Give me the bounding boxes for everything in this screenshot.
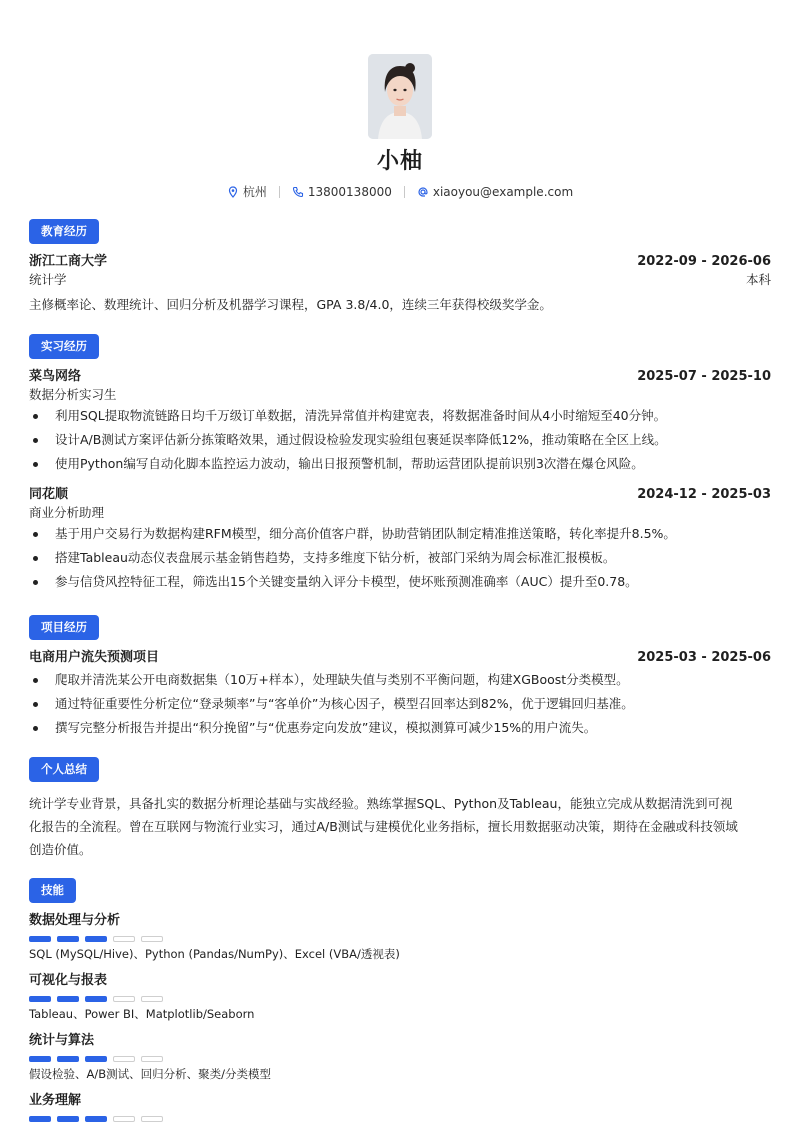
skill-title: 可视化与报表: [29, 973, 108, 988]
internship-header-row: [29, 368, 771, 386]
skill-pip-empty: [141, 936, 163, 942]
summary-text: [29, 792, 771, 861]
email-text[interactable]: xiaoyou@example.com: [432, 184, 574, 199]
education-major: 统计学: [29, 272, 67, 287]
summary-line: 创造价值。: [29, 842, 92, 857]
skills-section: [29, 878, 771, 1122]
bullet-item: 撰写完整分析报告并提出“积分挽留”与“优惠券定向发放”建议，模拟测算可减少15%的用户流失。: [29, 716, 771, 740]
education-header-row: [29, 253, 771, 271]
skill-detail: Tableau、Power BI、Matplotlib/Seaborn: [29, 1007, 255, 1021]
bullet-item: 搭建Tableau动态仪表盘展示基金销售趋势，支持多维度下钻分析，被部门采纳为周会标准汇报模板。: [29, 546, 771, 570]
project-name: 电商用户流失预测项目: [29, 650, 160, 665]
education-date: 2022-09 - 2026-06: [637, 254, 771, 269]
skill-pip-empty: [113, 1056, 135, 1062]
skill-pip-empty: [141, 1056, 163, 1062]
resume-header: [29, 0, 771, 200]
bullet-item: 利用SQL提取物流链路日均千万级订单数据，清洗异常值并构建宽表，将数据准备时间从4小时缩短至40分钟。: [29, 404, 771, 428]
skill-pip-filled: [29, 936, 51, 942]
internship-role: 数据分析实习生: [29, 387, 117, 402]
contact-city: [227, 183, 267, 200]
skill-pip-filled: [57, 1116, 79, 1122]
internship-section: [29, 334, 771, 594]
school-name: 浙江工商大学: [29, 254, 108, 269]
section-tag-education: 教育经历: [29, 219, 99, 244]
city-text: 杭州: [242, 185, 267, 199]
education-desc: 主修概率论、数理统计、回归分析及机器学习课程，GPA 3.8/4.0，连续三年获得校级奖学金。: [29, 297, 552, 312]
skill-title: 数据处理与分析: [29, 913, 121, 928]
skill-pip-filled: [85, 936, 107, 942]
skill-item: [29, 972, 771, 1022]
skill-pip-filled: [57, 936, 79, 942]
internship-date: 2025-07 - 2025-10: [637, 369, 771, 384]
internship-bullets: [29, 522, 771, 594]
skill-pip-filled: [85, 1116, 107, 1122]
skill-detail: 假设检验、A/B测试、回归分析、聚类/分类模型: [29, 1067, 272, 1081]
education-sub-row: [29, 271, 771, 288]
contact-phone: [292, 185, 392, 199]
company-name: 同花顺: [29, 487, 69, 502]
contact-email: [417, 185, 573, 199]
bullet-item: 通过特征重要性分析定位“登录频率”与“客单价”为核心因子，模型召回率达到82%，优于逻辑回归基准。: [29, 692, 771, 716]
skill-pip-filled: [29, 1116, 51, 1122]
section-tag-skills: 技能: [29, 878, 76, 903]
skill-title: 统计与算法: [29, 1033, 95, 1048]
skill-pip-empty: [141, 1116, 163, 1122]
skill-level: [29, 1116, 771, 1122]
skill-pip-empty: [113, 996, 135, 1002]
section-tag-internship: 实习经历: [29, 334, 99, 359]
internship-header-row: [29, 486, 771, 504]
bullet-item: 设计A/B测试方案评估新分拣策略效果，通过假设检验发现实验组包裹延误率降低12%，推动策略在全区上线。: [29, 428, 771, 452]
skill-pip-empty: [141, 996, 163, 1002]
project-header-row: [29, 649, 771, 667]
avatar: [368, 54, 432, 139]
skill-level: [29, 996, 771, 1002]
avatar-portrait-icon: [368, 54, 432, 139]
project-section: [29, 615, 771, 740]
internship-entry: [29, 486, 771, 594]
summary-section: [29, 757, 771, 861]
skill-pip-filled: [85, 1056, 107, 1062]
skill-level: [29, 936, 771, 942]
internship-bullets: [29, 404, 771, 476]
bullet-item: 基于用户交易行为数据构建RFM模型，细分高价值客户群，协助营销团队制定精准推送策略，转化率提升8.5%。: [29, 522, 771, 546]
at-sign-icon: [417, 186, 429, 198]
company-name: 菜鸟网络: [29, 369, 82, 384]
skills-list: [29, 912, 771, 1122]
skill-level: [29, 1056, 771, 1062]
phone-icon: [292, 186, 304, 198]
bullet-item: 使用Python编写自动化脚本监控运力波动，输出日报预警机制，帮助运营团队提前识别3次潜在爆仓风险。: [29, 452, 771, 476]
project-bullets: [29, 668, 771, 740]
section-tag-project: 项目经历: [29, 615, 99, 640]
skill-pip-filled: [29, 1056, 51, 1062]
skill-pip-filled: [57, 996, 79, 1002]
internship-entry: [29, 368, 771, 476]
location-pin-icon: [227, 186, 239, 198]
skill-pip-filled: [29, 996, 51, 1002]
project-date: 2025-03 - 2025-06: [637, 650, 771, 665]
bullet-item: 参与信贷风控特征工程，筛选出15个关键变量纳入评分卡模型，使坏账预测准确率（AUC）提升至0.78。: [29, 570, 771, 594]
skill-pip-filled: [85, 996, 107, 1002]
phone-text[interactable]: 13800138000: [307, 184, 392, 199]
skill-pip-empty: [113, 1116, 135, 1122]
internship-role: 商业分析助理: [29, 505, 105, 520]
contact-divider: [279, 186, 280, 198]
bullet-item: 爬取并清洗某公开电商数据集（10万+样本），处理缺失值与类别不平衡问题，构建XGBoost分类模型。: [29, 668, 771, 692]
contact-divider: [404, 186, 405, 198]
education-degree: 本科: [745, 272, 771, 287]
contact-bar: [29, 183, 771, 200]
section-tag-summary: 个人总结: [29, 757, 99, 782]
skill-title: 业务理解: [29, 1093, 82, 1108]
skill-item: [29, 912, 771, 962]
education-section: [29, 219, 771, 313]
skill-item: [29, 1032, 771, 1082]
internship-date: 2024-12 - 2025-03: [637, 487, 771, 502]
summary-line: 统计学专业背景，具备扎实的数据分析理论基础与实战经验。熟练掌握SQL、Python及Tableau，能独立完成从数据清洗到可视: [29, 796, 733, 811]
skill-item: [29, 1092, 771, 1122]
skill-pip-empty: [113, 936, 135, 942]
skill-pip-filled: [57, 1056, 79, 1062]
summary-line: 化报告的全流程。曾在互联网与物流行业实习，通过A/B测试与建模优化业务指标，擅长用数据驱动决策，期待在金融或科技领域: [29, 819, 738, 834]
candidate-name: 小柚: [376, 149, 423, 174]
skill-detail: SQL (MySQL/Hive)、Python (Pandas/NumPy)、Excel (VBA/透视表): [29, 947, 400, 961]
